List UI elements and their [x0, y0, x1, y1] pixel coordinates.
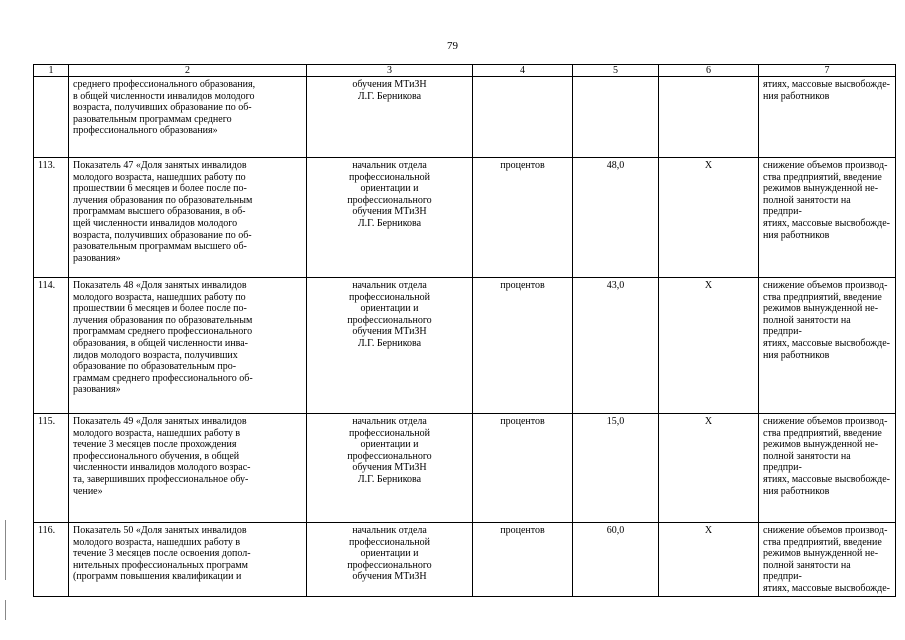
mark-cell: Х [659, 414, 759, 523]
column-number-1: 1 [34, 65, 69, 77]
column-number-row [34, 65, 896, 77]
row-number [34, 77, 69, 158]
scan-margin-mark [5, 520, 6, 580]
unit-of-measure: процентов [473, 158, 573, 278]
indicator-value [573, 77, 659, 158]
column-number-3: 3 [307, 65, 473, 77]
table-row [34, 523, 896, 597]
unit-of-measure: процентов [473, 523, 573, 597]
indicator-name: Показатель 49 «Доля занятых инвалидов молодого возраста, нашедших работу в течение 3 месяцев после прохождения профессионального обучения, в общей численности инвалидов молодого возрас- та, завершивших профессиональное обу- чение» [69, 414, 307, 523]
table-row [34, 77, 896, 158]
responsible-person: начальник отдела профессиональной ориентации и профессионального обучения МТиЗН Л.Г. Берникова [307, 414, 473, 523]
indicator-value: 48,0 [573, 158, 659, 278]
unit-of-measure [473, 77, 573, 158]
table-row [34, 414, 896, 523]
risk-description: снижение объемов производ- ства предприятий, введение режимов вынужденной не- полной занятости на предпри- ятиях, массовые высвобожде- ния работников [759, 278, 896, 414]
responsible-person: обучения МТиЗН Л.Г. Берникова [307, 77, 473, 158]
column-number-6: 6 [659, 65, 759, 77]
risk-description: ятиях, массовые высвобожде- ния работников [759, 77, 896, 158]
responsible-person: начальник отдела профессиональной ориентации и профессионального обучения МТиЗН Л.Г. Берникова [307, 278, 473, 414]
indicator-name: Показатель 47 «Доля занятых инвалидов молодого возраста, нашедших работу по прошествии 6 месяцев и более после по- лучения образования по образовательным программам высшего образования, в об- щей численности инвалидов молодого возраста, получивших образование по об- разовательным программам высшего об- разования» [69, 158, 307, 278]
column-number-7: 7 [759, 65, 896, 77]
row-number: 116. [34, 523, 69, 597]
indicator-value: 43,0 [573, 278, 659, 414]
indicator-name: среднего профессионального образования, в общей численности инвалидов молодого возраста, получивших образование по об- разовательным программам среднего профессионального образования» [69, 77, 307, 158]
mark-cell [659, 77, 759, 158]
mark-cell: Х [659, 158, 759, 278]
table-row [34, 278, 896, 414]
indicator-value: 15,0 [573, 414, 659, 523]
risk-description: снижение объемов производ- ства предприятий, введение режимов вынужденной не- полной занятости на предпри- ятиях, массовые высвобожде- ния работников [759, 414, 896, 523]
indicators-table [33, 64, 896, 597]
row-number: 115. [34, 414, 69, 523]
indicator-name: Показатель 48 «Доля занятых инвалидов молодого возраста, нашедших работу по прошествии 6 месяцев и более после по- лучения образования по образовательным программам среднего профессионального образования, в общей численности инва- лидов молодого возраста, получивших образование по образовательным про- граммам среднего профессионального об- разования» [69, 278, 307, 414]
column-number-4: 4 [473, 65, 573, 77]
indicator-name: Показатель 50 «Доля занятых инвалидов молодого возраста, нашедших работу в течение 3 месяцев после освоения допол- нительных профессиональных программ (программ повышения квалификации и [69, 523, 307, 597]
scan-margin-mark [5, 600, 6, 620]
unit-of-measure: процентов [473, 414, 573, 523]
responsible-person: начальник отдела профессиональной ориентации и профессионального обучения МТиЗН [307, 523, 473, 597]
indicator-value: 60,0 [573, 523, 659, 597]
page-number: 79 [447, 40, 458, 52]
column-number-2: 2 [69, 65, 307, 77]
row-number: 114. [34, 278, 69, 414]
column-number-5: 5 [573, 65, 659, 77]
unit-of-measure: процентов [473, 278, 573, 414]
responsible-person: начальник отдела профессиональной ориентации и профессионального обучения МТиЗН Л.Г. Берникова [307, 158, 473, 278]
row-number: 113. [34, 158, 69, 278]
risk-description: снижение объемов производ- ства предприятий, введение режимов вынужденной не- полной занятости на предпри- ятиях, массовые высвобожде- ния работников [759, 158, 896, 278]
mark-cell: Х [659, 278, 759, 414]
table-row [34, 158, 896, 278]
mark-cell: Х [659, 523, 759, 597]
risk-description: снижение объемов производ- ства предприятий, введение режимов вынужденной не- полной занятости на предпри- ятиях, массовые высвобожде- [759, 523, 896, 597]
